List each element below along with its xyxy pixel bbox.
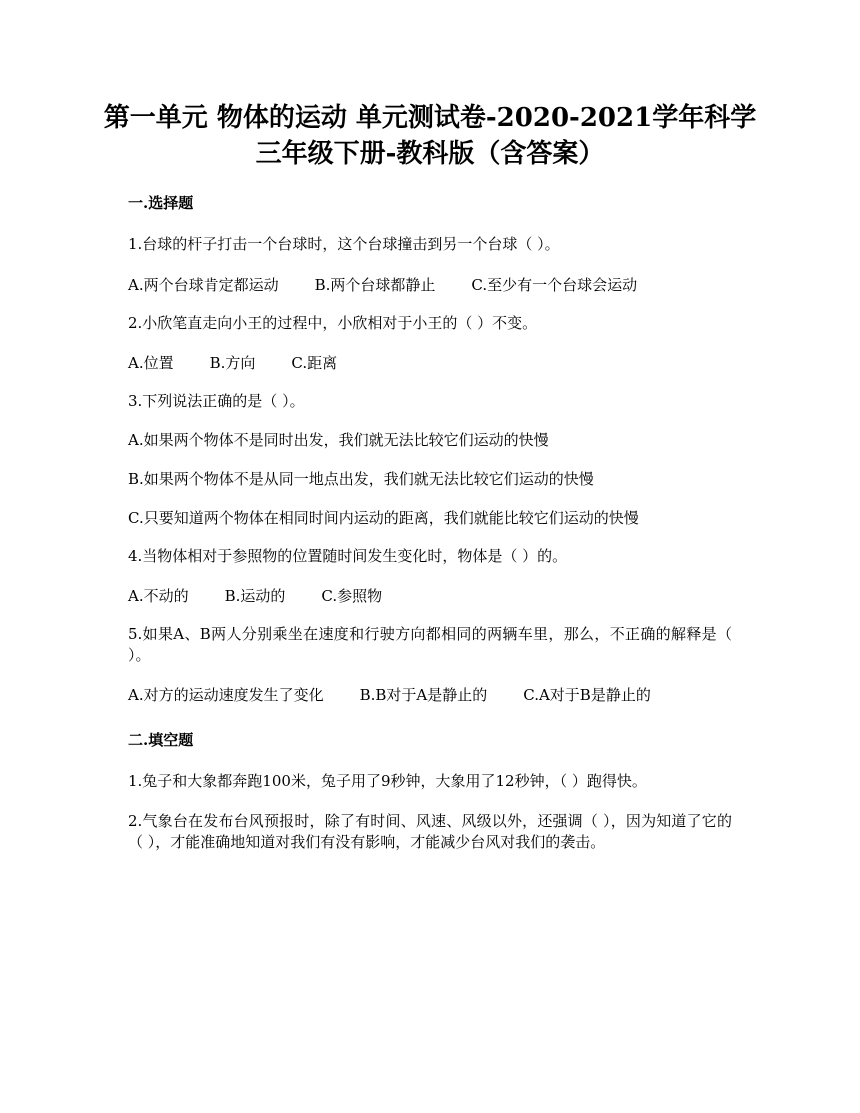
section-heading-choice: 一.选择题	[128, 194, 194, 212]
question-1-option-b: B.两个台球都静止	[314, 276, 436, 294]
question-3-option-c: C.只要知道两个物体在相同时间内运动的距离，我们就能比较它们运动的快慢	[128, 509, 639, 527]
question-5-option-c: C.A对于B是静止的	[523, 686, 651, 704]
question-1-option-c: C.至少有一个台球会运动	[471, 276, 638, 294]
title-line-1: 第一单元 物体的运动 单元测试卷-2020-2021学年科学	[103, 103, 757, 133]
question-4-option-b: B.运动的	[224, 587, 286, 605]
fill-question-1-text: 1.兔子和大象都奔跑100米，兔子用了9秒钟，大象用了12秒钟，（ ）跑得快。	[128, 772, 647, 790]
question-4-option-a: A.不动的	[128, 587, 189, 605]
question-5-option-a: A.对方的运动速度发生了变化	[128, 686, 324, 704]
question-5-option-b: B.B对于A是静止的	[359, 686, 488, 704]
question-2-option-b: B.方向	[209, 354, 256, 372]
question-2-text: 2.小欣笔直走向小王的过程中，小欣相对于小王的（ ）不变。	[128, 314, 538, 332]
question-5-text: 5.如果A、B两人分别乘坐在速度和行驶方向都相同的两辆车里，那么，不正确的解释是（ ）。	[128, 625, 732, 664]
question-1-text: 1.台球的杆子打击一个台球时，这个台球撞击到另一个台球（ ）。	[128, 235, 560, 253]
question-4-option-c: C.参照物	[321, 587, 383, 605]
question-5-options	[128, 684, 651, 705]
document-title	[100, 100, 760, 172]
section-heading-fill-blank: 二.填空题	[128, 731, 194, 749]
question-3-text: 3.下列说法正确的是（ ）。	[128, 392, 305, 410]
question-3-option-a: A.如果两个物体不是同时出发，我们就无法比较它们运动的快慢	[128, 431, 549, 449]
question-4-options	[128, 585, 382, 606]
question-1-option-a: A.两个台球肯定都运动	[128, 276, 279, 294]
fill-question-2-text: 2.气象台在发布台风预报时，除了有时间、风速、风级以外，还强调（ ），因为知道了它的（ ），才能准确地知道对我们有没有影响，才能减少台风对我们的袭击。	[128, 812, 732, 851]
question-2-option-c: C.距离	[291, 354, 338, 372]
question-1-options	[128, 274, 637, 295]
question-4-text: 4.当物体相对于参照物的位置随时间发生变化时，物体是（ ）的。	[128, 547, 568, 565]
question-2-option-a: A.位置	[128, 354, 174, 372]
question-2-options	[128, 352, 337, 373]
title-line-2: 三年级下册-教科版（含答案）	[255, 139, 605, 169]
question-3-option-b: B.如果两个物体不是从同一地点出发，我们就无法比较它们运动的快慢	[128, 470, 594, 488]
